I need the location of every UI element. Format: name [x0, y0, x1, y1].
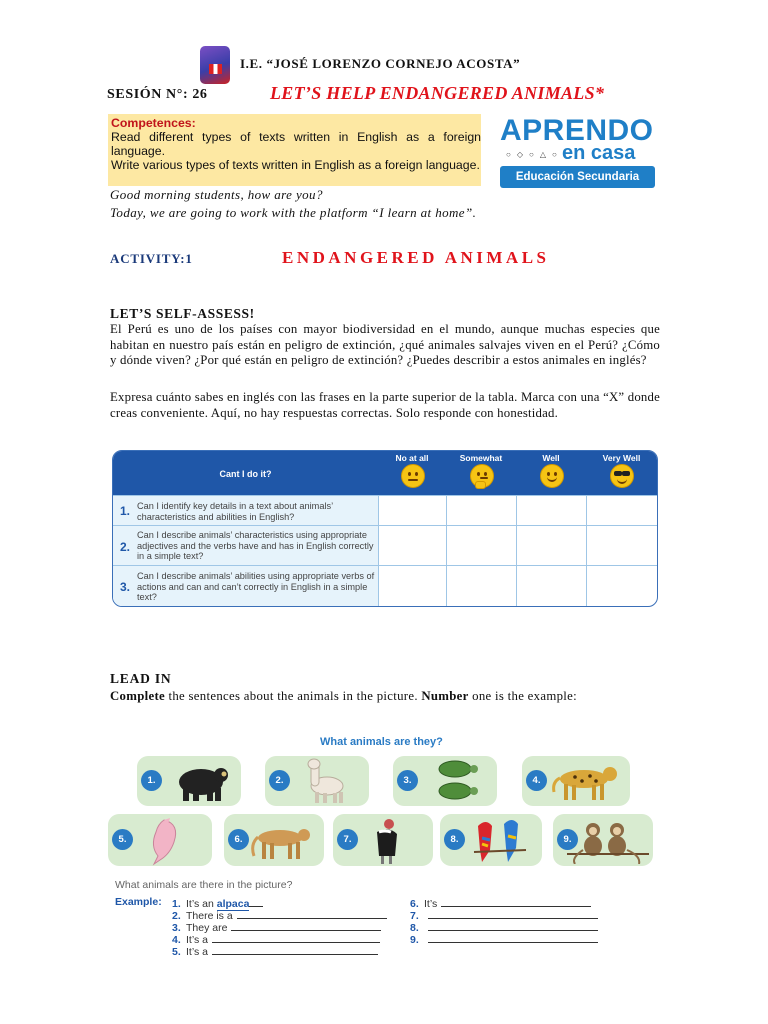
row-question: Can I identify key details in a text about animals’ characteristics and abilities in English?: [137, 501, 333, 522]
exercise-line-5: 5. It’s a: [172, 944, 378, 958]
answer-cell-somewhat[interactable]: [447, 496, 516, 526]
row-number: 2.: [120, 540, 131, 554]
row-number: 1.: [120, 504, 131, 518]
greeting-line-2: Today, we are going to work with the platform “I learn at home”.: [110, 205, 477, 220]
column-header: No at all: [395, 453, 429, 463]
answer-cell-well[interactable]: [517, 496, 586, 526]
exercise-line-6: 6. It’s: [410, 896, 591, 910]
column-header: Somewhat: [459, 453, 503, 463]
aprendo-subtitle: en casa: [562, 142, 636, 164]
turtles-icon: [431, 758, 481, 804]
answer-blank[interactable]: [231, 920, 381, 931]
table-header: [113, 451, 657, 495]
greeting-line-1: Good morning students, how are you?: [110, 187, 323, 202]
exercise-line-8: 8.: [410, 920, 598, 934]
column-header: Well: [542, 453, 560, 463]
animal-card: [333, 814, 433, 866]
sunglasses-face-icon: [610, 464, 634, 488]
answer-cell-not-at-all[interactable]: [379, 566, 446, 607]
animal-card: [553, 814, 653, 866]
answer-cell-somewhat[interactable]: [447, 526, 516, 566]
monkeys-icon: [565, 818, 651, 864]
card-number-badge: 1.: [141, 770, 162, 791]
animal-card: [265, 756, 369, 806]
competences-title: Competences:: [111, 116, 196, 130]
answer-blank[interactable]: [441, 896, 591, 907]
self-assess-heading: LET’S SELF-ASSESS!: [110, 306, 255, 321]
activity-title: ENDANGERED ANIMALS: [282, 248, 550, 267]
answer-cell-well[interactable]: [517, 526, 586, 566]
exercise-line-2: 2. There is a: [172, 908, 387, 922]
table-row: [113, 495, 657, 526]
competence-line: Read different types of texts written in English as a foreign language.: [111, 130, 481, 158]
competences-box: [108, 114, 481, 186]
card-number-badge: 3.: [397, 770, 418, 791]
animal-card: [440, 814, 542, 866]
exercise-question: What animals are there in the picture?: [115, 879, 293, 891]
card-number-badge: 7.: [337, 829, 358, 850]
table-row: [113, 565, 657, 607]
session-number: SESIÓN N°: 26: [107, 87, 208, 102]
exercise-line-7: 7.: [410, 908, 598, 922]
table-row: [113, 525, 657, 566]
exercise-line-3: 3. They are: [172, 920, 381, 934]
aprendo-en-casa-logo: [500, 114, 655, 183]
answer-blank[interactable]: [212, 944, 378, 955]
animal-card: [224, 814, 324, 866]
activity-label: ACTIVITY:1: [110, 251, 193, 266]
competence-line: Write various types of texts written in English as a foreign language.: [111, 158, 480, 172]
alpaca-icon: [301, 758, 351, 804]
card-number-badge: 9.: [557, 829, 578, 850]
row-question: Can I describe animals’ characteristics using appropriate adjectives and the verbs have and has in English correctly in a simple text?: [137, 530, 374, 561]
thinking-face-icon: [470, 464, 494, 488]
answer-blank[interactable]: [237, 908, 387, 919]
column-header: Very Well: [602, 453, 641, 463]
example-label: Example:: [115, 896, 162, 908]
answer-blank[interactable]: [212, 932, 380, 943]
animal-card: [137, 756, 241, 806]
answer-blank[interactable]: [428, 908, 598, 919]
neutral-face-icon: [401, 464, 425, 488]
school-name: I.E. “JOSÉ LORENZO CORNEJO ACOSTA”: [240, 56, 521, 71]
self-assessment-table: [112, 450, 658, 607]
animal-card: [393, 756, 497, 806]
answer-blank[interactable]: [428, 920, 598, 931]
jaguar-icon: [550, 762, 624, 802]
answer-cell-very-well[interactable]: [587, 496, 657, 526]
logo-decor-icon: ○ ◇ ○ △ ○: [506, 150, 559, 159]
instructions-paragraph: Expresa cuánto sabes en inglés con las frases en la parte superior de la tabla. Marca con una “X” donde creas conveniente. Aquí, no hay respuestas correctas. Solo responde con honestidad.: [110, 390, 660, 420]
answer-cell-very-well[interactable]: [587, 526, 657, 566]
picture-title: What animals are they?: [320, 736, 443, 748]
card-number-badge: 2.: [269, 770, 290, 791]
card-number-badge: 6.: [228, 829, 249, 850]
lesson-title: LET’S HELP ENDANGERED ANIMALS*: [270, 83, 605, 103]
intro-paragraph: El Perú es uno de los países con mayor biodiversidad en el mundo, aunque muchas especies que habitan en nuestro país están en peligro de extinción, ¿qué animales salvajes viven en el Perú? ¿Cómo y dónde viven? ¿Por qué están en peligro de extinción? ¿Puedes describir a estos animales en inglés?: [110, 322, 660, 367]
row-number: 3.: [120, 580, 131, 594]
macaws-icon: [472, 816, 528, 866]
smiling-face-icon: [540, 464, 564, 488]
card-number-badge: 8.: [444, 829, 465, 850]
card-number-badge: 5.: [112, 829, 133, 850]
answer-cell-not-at-all[interactable]: [379, 526, 446, 566]
lead-in-instructions: Complete the sentences about the animals in the picture. Number one is the example:: [110, 689, 577, 703]
aprendo-level-bar: Educación Secundaria: [500, 166, 655, 188]
condor-icon: [367, 816, 407, 866]
exercise-line-4: 4. It’s a: [172, 932, 380, 946]
puma-icon: [250, 822, 318, 862]
aprendo-title: APRENDO: [500, 114, 654, 147]
answer-cell-somewhat[interactable]: [447, 566, 516, 607]
row-question: Can I describe animals’ abilities using appropriate verbs of actions and can and can’t correctly in English in a simple text?: [137, 571, 375, 602]
animal-card: [108, 814, 212, 866]
animal-card: [522, 756, 630, 806]
exercise-line-1: 1. It’s an alpaca: [172, 896, 263, 910]
answer-cell-well[interactable]: [517, 566, 586, 607]
school-logo: [200, 46, 230, 84]
answer-blank[interactable]: [428, 932, 598, 943]
bear-icon: [171, 762, 231, 802]
exercise-line-9: 9.: [410, 932, 598, 946]
card-number-badge: 4.: [526, 770, 547, 791]
lead-in-heading: LEAD IN: [110, 671, 172, 686]
example-answer: alpaca: [216, 898, 250, 910]
table-header-label: Cant I do it?: [219, 469, 272, 479]
answer-cell-not-at-all[interactable]: [379, 496, 446, 526]
dolphin-icon: [140, 816, 188, 866]
answer-cell-very-well[interactable]: [587, 566, 657, 607]
